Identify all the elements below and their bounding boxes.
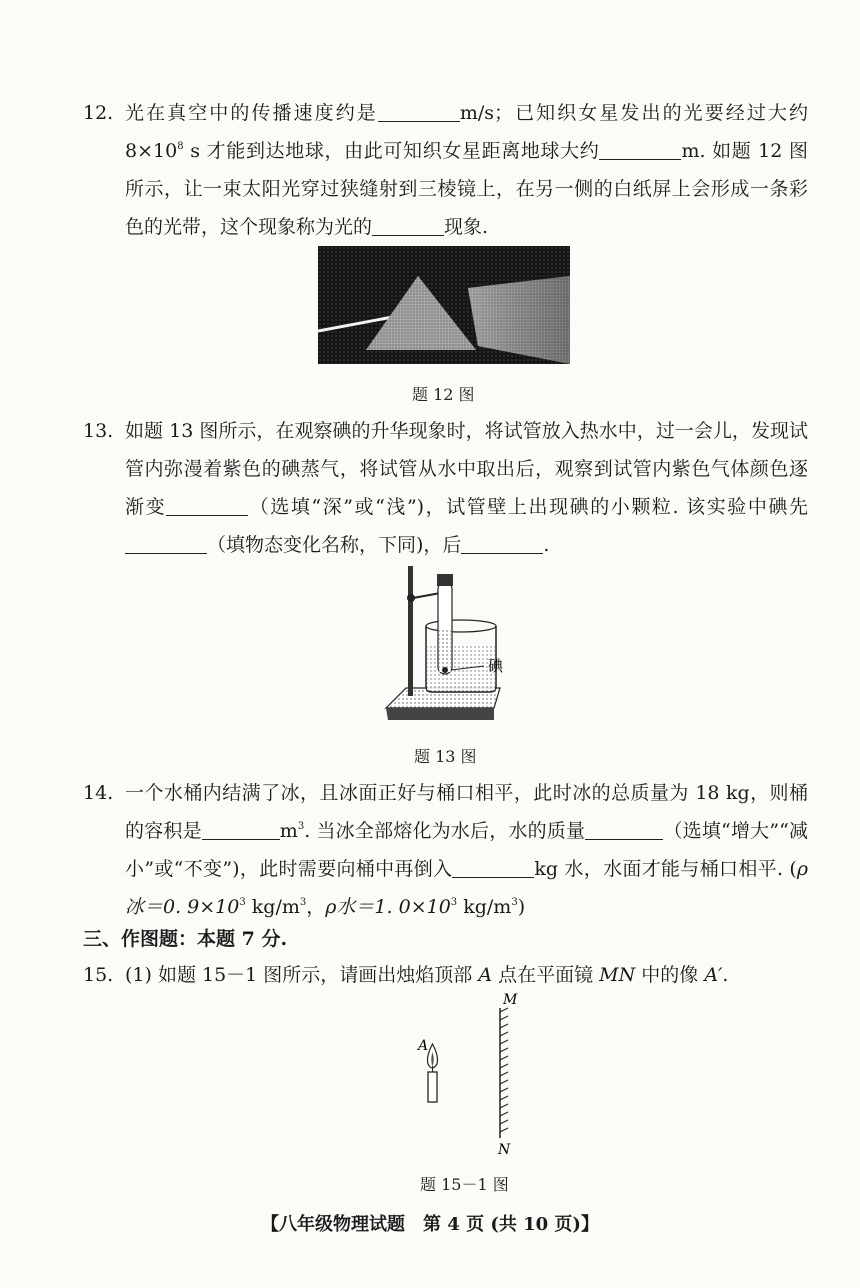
question-number: 13. [83, 420, 114, 442]
answer-blank[interactable] [125, 533, 207, 554]
iodine-apparatus-figure [378, 558, 518, 730]
answer-blank[interactable] [378, 101, 460, 122]
page-footer: 【八年级物理试题 第 4 页 (共 10 页)】 [261, 1214, 599, 1235]
figure-13-caption: 题 13 图 [414, 747, 477, 766]
question-number: 12. [83, 102, 114, 124]
answer-blank[interactable] [599, 139, 681, 160]
answer-blank[interactable] [202, 819, 280, 840]
answer-blank[interactable] [372, 215, 444, 236]
question-15: 15. (1) 如题 15－1 图所示，请画出烛焰顶部 A 点在平面镜 MN 中的像 A′. [83, 956, 808, 994]
answer-blank[interactable] [585, 819, 663, 840]
answer-blank[interactable] [166, 495, 248, 516]
iodine-label: 碘 [488, 657, 504, 675]
point-a-label: A [418, 1038, 429, 1054]
answer-blank[interactable] [461, 533, 543, 554]
figure-12-caption: 题 12 图 [412, 385, 475, 404]
prism-dispersion-figure [318, 246, 570, 364]
answer-blank[interactable] [452, 857, 534, 878]
question-13: 13. 如题 13 图所示，在观察碘的升华现象时，将试管放入热水中，过一会儿，发现试管内弥漫着紫色的碘蒸气，将试管从水中取出后，观察到试管内紫色气体颜色逐渐变 （选填“深”或“浅”)，试管壁上出现碘的小颗粒. 该实验中碘先（填物态变化名称，下同)，后 . [83, 412, 808, 564]
question-14: 14. 一个水桶内结满了冰，且冰面正好与桶口相平，此时冰的总质量为 18 kg，则桶的容积是 $m^3$. 当冰全部熔化为水后，水的质量 （选填“增大”“减小”或“不变”)，此时需要向桶中再倒入 kg 水，水面才能与桶口相平. (ρ冰＝0. $9\times 10^3$ $kg/m^3$，ρ水＝1. $0\times 10^3$ $kg/m^3$) [83, 774, 808, 926]
mirror-label-m: M [503, 992, 518, 1008]
section-heading: 三、作图题：本题 7 分. [83, 928, 288, 950]
question-12: 12. 光在真空中的传播速度约是 m/s；已知织女星发出的光要经过大约 $8\times 10^8$ s 才能到达地球，由此可知织女星距离地球大约 m. 如题 12 图所示，让一束太阳光穿过狭缝射到三棱镜上，在另一侧的白纸屏上会形成一条彩色的光带，这个现象称为光的 现象. [83, 94, 808, 246]
mirror-label-n: N [498, 1142, 511, 1158]
figure-15-1-caption: 题 15－1 图 [420, 1175, 509, 1194]
question-number: 15. [83, 964, 114, 986]
question-number: 14. [83, 782, 114, 804]
q12-text: 光在真空中的传播速度约是 [125, 102, 378, 124]
mirror-candle-figure [412, 990, 522, 1160]
